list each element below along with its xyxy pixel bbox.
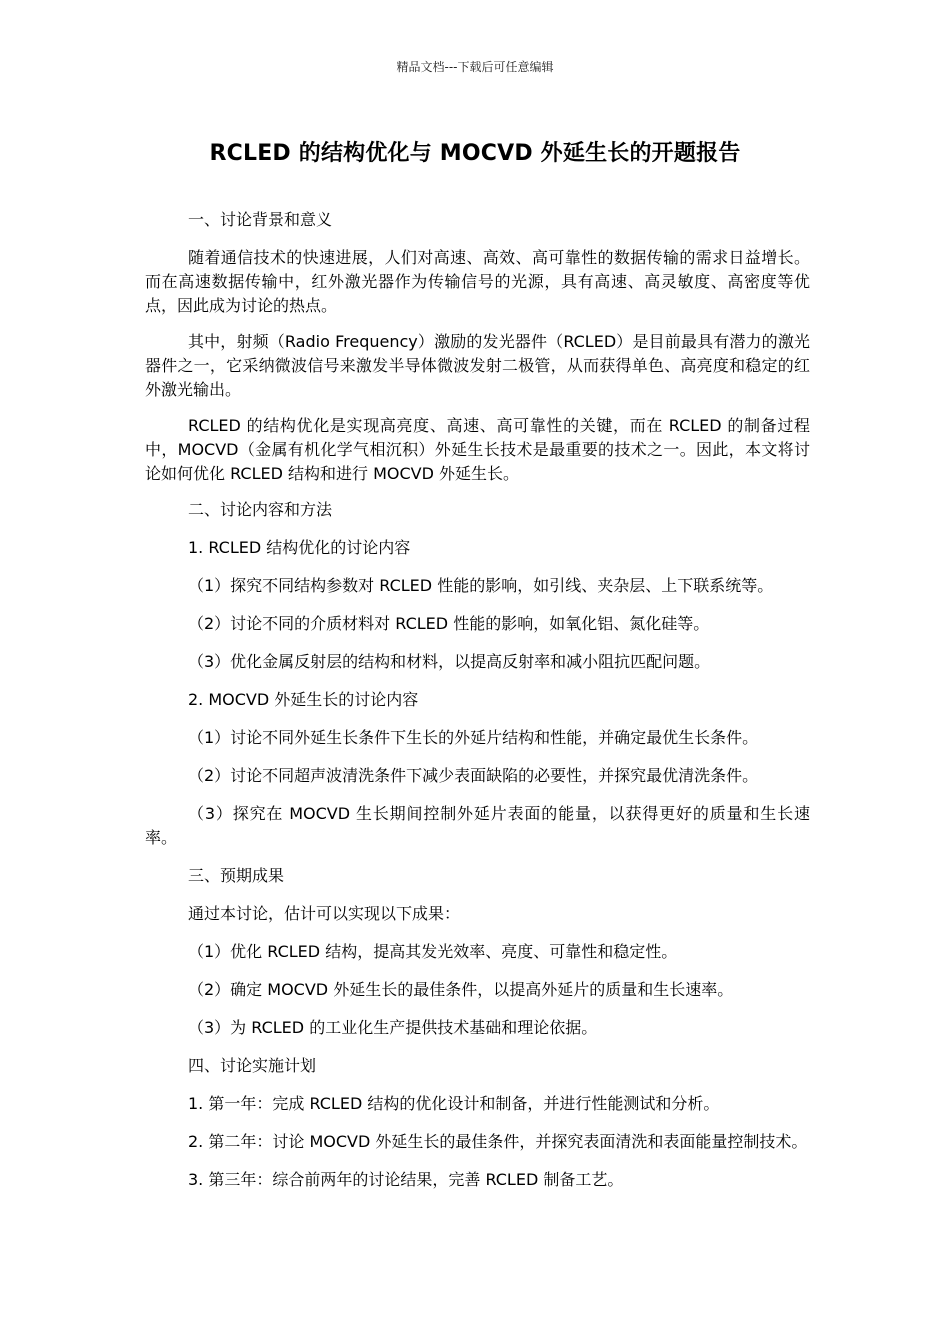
document-title: RCLED 的结构优化与 MOCVD 外延生长的开题报告 — [209, 141, 741, 166]
list-item: （1）优化 RCLED 结构，提高其发光效率、亮度、可靠性和稳定性。 — [188, 942, 678, 961]
body-paragraph: 其中，射频（Radio Frequency）激励的发光器件（RCLED）是目前最具有潜力的激光器件之一，它采纳微波信号来激发半导体微波发射二极管，从而获得单色、高亮度和稳定的红外激光输出。 — [145, 332, 810, 399]
list-item: （2）确定 MOCVD 外延生长的最佳条件，以提高外延片的质量和生长速率。 — [188, 980, 734, 999]
header-note: 精品文档---下载后可任意编辑 — [396, 60, 554, 74]
subsection-heading-rcled: 1. RCLED 结构优化的讨论内容 — [188, 538, 411, 557]
results-intro: 通过本讨论，估计可以实现以下成果： — [188, 904, 461, 923]
body-paragraph: RCLED 的结构优化是实现高亮度、高速、高可靠性的关键，而在 RCLED 的制备过程中，MOCVD（金属有机化学气相沉积）外延生长技术是最重要的技术之一。因此，本文将讨论如何优化 RCLED 结构和进行 MOCVD 外延生长。 — [145, 416, 810, 483]
section-heading-background: 一、讨论背景和意义 — [188, 210, 333, 229]
plan-item: 1. 第一年：完成 RCLED 结构的优化设计和制备，并进行性能测试和分析。 — [188, 1094, 720, 1113]
document-body — [145, 208, 810, 1206]
body-paragraph: 随着通信技术的快速进展，人们对高速、高效、高可靠性的数据传输的需求日益增长。而在高速数据传输中，红外激光器作为传输信号的光源，具有高速、高灵敏度、高密度等优点，因此成为讨论的热点。 — [145, 248, 810, 315]
plan-item: 3. 第三年：综合前两年的讨论结果，完善 RCLED 制备工艺。 — [188, 1170, 624, 1189]
subsection-heading-mocvd: 2. MOCVD 外延生长的讨论内容 — [188, 690, 419, 709]
list-item: （2）讨论不同的介质材料对 RCLED 性能的影响，如氧化铝、氮化硅等。 — [188, 614, 710, 633]
list-item: （3）为 RCLED 的工业化生产提供技术基础和理论依据。 — [188, 1018, 598, 1037]
section-heading-content-methods: 二、讨论内容和方法 — [188, 500, 333, 519]
section-heading-plan: 四、讨论实施计划 — [188, 1056, 317, 1075]
list-item: （1）探究不同结构参数对 RCLED 性能的影响，如引线、夹杂层、上下联系统等。 — [188, 576, 774, 595]
plan-item: 2. 第二年：讨论 MOCVD 外延生长的最佳条件，并探究表面清洗和表面能量控制技术。 — [188, 1132, 808, 1151]
list-item: （2）讨论不同超声波清洗条件下减少表面缺陷的必要性，并探究最优清洗条件。 — [188, 766, 759, 785]
list-item: （3）探究在 MOCVD 生长期间控制外延片表面的能量，以获得更好的质量和生长速率。 — [145, 804, 810, 847]
list-item: （1）讨论不同外延生长条件下生长的外延片结构和性能，并确定最优生长条件。 — [188, 728, 759, 747]
section-heading-expected-results: 三、预期成果 — [188, 866, 285, 885]
list-item: （3）优化金属反射层的结构和材料，以提高反射率和减小阻抗匹配问题。 — [188, 652, 711, 671]
